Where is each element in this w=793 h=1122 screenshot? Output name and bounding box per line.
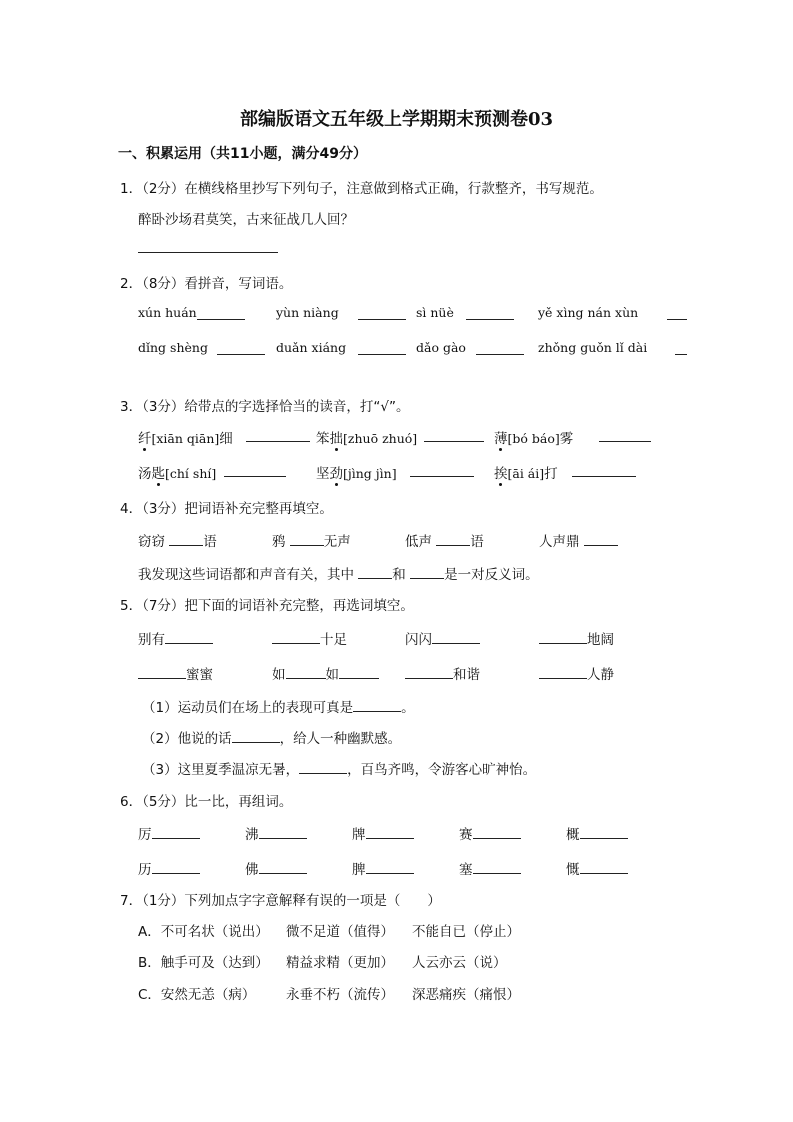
answer-blank[interactable] — [473, 826, 521, 839]
answer-blank[interactable] — [366, 826, 414, 839]
reading-item — [138, 427, 233, 447]
answer-blank[interactable] — [539, 666, 587, 679]
sentence-part: （1）运动员们在场上的表现可真是 — [142, 700, 354, 716]
question-7-stem: 7．（1分）下列加点字字意解释有误的一项是（ ） — [120, 893, 441, 909]
dotted-char: 匙 — [152, 462, 166, 482]
answer-blank[interactable] — [466, 319, 514, 320]
word-fill-item — [272, 663, 379, 683]
answer-blank[interactable] — [299, 761, 347, 774]
answer-blank[interactable] — [580, 826, 628, 839]
word-fill-item — [272, 530, 351, 550]
dotted-char: 劲 — [330, 462, 344, 482]
option-b-part: 人云亦云（说） — [412, 955, 507, 971]
answer-blank[interactable] — [599, 441, 651, 442]
answer-blank[interactable] — [197, 319, 245, 320]
sentence-part: ，百鸟齐鸣，令游客心旷神怡。 — [347, 762, 537, 778]
question-3-stem: 3．（3分）给带点的字选择恰当的读音，打“√”。 — [120, 399, 410, 415]
reading-item — [316, 427, 417, 447]
char: 历 — [138, 862, 152, 878]
option-b[interactable]: B．触手可及（达到） — [138, 955, 269, 971]
answer-blank[interactable] — [138, 666, 186, 679]
answer-blank[interactable] — [667, 319, 687, 320]
word-part: 如 — [325, 667, 339, 683]
word-part: 人静 — [587, 667, 614, 683]
answer-blank[interactable] — [339, 666, 379, 679]
reading-item — [494, 427, 573, 447]
compare-char — [138, 858, 200, 878]
pinyin-item: yùn niàng — [276, 305, 339, 320]
option-c-part: 永垂不朽（流传） — [286, 987, 394, 1003]
word-part: 低声 — [405, 534, 432, 550]
compare-char — [459, 823, 521, 843]
compare-char — [138, 823, 200, 843]
answer-blank[interactable] — [473, 861, 521, 874]
char: 赛 — [459, 827, 473, 843]
question-5-sentence — [142, 727, 401, 747]
compare-char — [352, 858, 414, 878]
reading-options: [zhuō zhuó] — [343, 431, 418, 446]
compare-char — [566, 823, 628, 843]
char: 塞 — [459, 862, 473, 878]
answer-blank[interactable] — [675, 354, 687, 355]
compare-char — [566, 858, 628, 878]
char: 厉 — [138, 827, 152, 843]
word-fill-item — [405, 663, 480, 683]
option-b-part: 精益求精（更加） — [286, 955, 394, 971]
question-1-sentence: 醉卧沙场君莫笑，古来征战几人回？ — [138, 212, 354, 228]
word-part: 如 — [272, 667, 286, 683]
item-suffix: 雾 — [559, 431, 574, 447]
page-title: 部编版语文五年级上学期期末预测卷03 — [239, 109, 554, 130]
sentence-part: 是一对反义词。 — [444, 567, 539, 583]
word-part: 闪闪 — [405, 632, 432, 648]
compare-char — [245, 823, 307, 843]
answer-blank[interactable] — [224, 476, 286, 477]
pinyin-item: xún huán — [138, 305, 197, 320]
option-a-part: 不能自已（停止） — [412, 924, 520, 940]
answer-blank[interactable] — [165, 631, 213, 644]
compare-char — [245, 858, 307, 878]
dotted-char: 拙 — [330, 427, 344, 447]
option-a[interactable]: A．不可名状（说出） — [138, 924, 269, 940]
sentence-part: （3）这里夏季温凉无暑， — [142, 762, 300, 778]
answer-blank[interactable] — [272, 631, 320, 644]
option-c-part: 深恶痛疾（痛恨） — [412, 987, 520, 1003]
word-part: 人声鼎 — [539, 534, 580, 550]
sentence-part: ，给人一种幽默感。 — [279, 731, 402, 747]
word-part: 十足 — [320, 632, 347, 648]
word-fill-item — [539, 628, 614, 648]
word-part: 蜜蜜 — [186, 667, 213, 683]
question-4-stem: 4．（3分）把词语补充完整再填空。 — [120, 501, 333, 517]
item-suffix: 打 — [544, 466, 558, 482]
answer-blank[interactable] — [424, 441, 484, 442]
answer-blank[interactable] — [358, 354, 406, 355]
question-6-stem: 6．（5分）比一比，再组词。 — [120, 794, 293, 810]
reading-options: [chí shí] — [165, 466, 217, 481]
answer-blank[interactable] — [232, 730, 280, 743]
word-part: 鸦 — [272, 534, 286, 550]
item-prefix: 笨 — [316, 431, 330, 447]
question-5-stem: 5．（7分）把下面的词语补充完整，再选词填空。 — [120, 598, 414, 614]
char: 沸 — [245, 827, 259, 843]
answer-blank[interactable] — [353, 699, 401, 712]
question-4-sentence — [138, 563, 539, 583]
answer-blank[interactable] — [539, 631, 587, 644]
word-fill-item — [539, 663, 614, 683]
word-fill-item — [272, 628, 347, 648]
section-heading: 一、积累运用（共11小题，满分49分） — [118, 146, 367, 162]
pinyin-item: zhǒng guǒn lǐ dài — [538, 340, 648, 355]
answer-blank[interactable] — [366, 861, 414, 874]
answer-blank[interactable] — [476, 354, 524, 355]
compare-char — [352, 823, 414, 843]
compare-char — [459, 858, 521, 878]
word-part: 地阔 — [587, 632, 614, 648]
answer-blank[interactable] — [152, 861, 200, 874]
option-c[interactable]: C．安然无恙（病） — [138, 987, 256, 1003]
question-5-sentence — [142, 696, 415, 716]
dotted-char: 薄 — [494, 427, 508, 447]
sentence-part: 我发现这些词语都和声音有关，其中 — [138, 567, 354, 583]
answer-blank[interactable] — [358, 566, 392, 579]
answer-blank[interactable] — [572, 476, 636, 477]
word-part: 无声 — [323, 534, 351, 550]
char: 牌 — [352, 827, 366, 843]
item-prefix: 坚 — [316, 466, 330, 482]
word-fill-item — [405, 530, 484, 550]
pinyin-item: sì nüè — [416, 305, 454, 320]
word-part: 语 — [203, 534, 217, 550]
word-fill-item — [539, 530, 618, 550]
reading-item — [138, 462, 216, 482]
word-part: 窃窃 — [138, 534, 165, 550]
reading-options: [xiān qiān] — [151, 431, 220, 446]
answer-blank[interactable] — [436, 533, 470, 546]
char: 慨 — [566, 862, 580, 878]
answer-blank[interactable] — [584, 533, 618, 546]
answer-blank[interactable] — [259, 861, 307, 874]
answer-blank[interactable] — [152, 826, 200, 839]
reading-options: [āi ái] — [507, 466, 545, 481]
sentence-part: 和 — [392, 567, 406, 583]
sentence-part: 。 — [401, 700, 415, 716]
word-fill-item — [138, 663, 213, 683]
answer-blank[interactable] — [217, 354, 265, 355]
dotted-char: 纤 — [138, 427, 152, 447]
reading-item — [316, 462, 397, 482]
answer-blank[interactable] — [410, 476, 474, 477]
question-2-stem: 2．（8分）看拼音，写词语。 — [120, 276, 293, 292]
item-prefix: 汤 — [138, 466, 152, 482]
question-1-answer-line[interactable] — [138, 252, 278, 253]
sentence-part: （2）他说的话 — [142, 731, 232, 747]
answer-blank[interactable] — [246, 441, 310, 442]
answer-blank[interactable] — [432, 631, 480, 644]
option-a-part: 微不足道（值得） — [286, 924, 394, 940]
pinyin-item: duǎn xiáng — [276, 340, 347, 355]
answer-blank[interactable] — [580, 861, 628, 874]
item-suffix: 细 — [219, 431, 233, 447]
char: 概 — [566, 827, 580, 843]
answer-blank[interactable] — [405, 666, 453, 679]
reading-options: [bó báo] — [507, 431, 560, 446]
answer-blank[interactable] — [358, 319, 406, 320]
question-1-stem: 1．（2分）在横线格里抄写下列句子，注意做到格式正确，行款整齐，书写规范。 — [120, 181, 603, 197]
word-part: 语 — [470, 534, 484, 550]
pinyin-item: dǐng shèng — [138, 340, 208, 355]
pinyin-item: dǎo gào — [416, 340, 466, 355]
answer-blank[interactable] — [410, 566, 444, 579]
word-fill-item — [405, 628, 480, 648]
reading-item — [494, 462, 558, 482]
word-part: 别有 — [138, 632, 165, 648]
reading-options: [jìng jìn] — [343, 466, 397, 481]
word-part: 和谐 — [453, 667, 480, 683]
pinyin-item: yě xìng nán xùn — [538, 305, 639, 320]
answer-blank[interactable] — [169, 533, 203, 546]
answer-blank[interactable] — [259, 826, 307, 839]
word-fill-item — [138, 628, 213, 648]
answer-blank[interactable] — [286, 666, 326, 679]
char: 佛 — [245, 862, 259, 878]
word-fill-item — [138, 530, 217, 550]
dotted-char: 挨 — [494, 462, 508, 482]
question-5-sentence — [142, 758, 536, 778]
char: 脾 — [352, 862, 366, 878]
answer-blank[interactable] — [290, 533, 324, 546]
